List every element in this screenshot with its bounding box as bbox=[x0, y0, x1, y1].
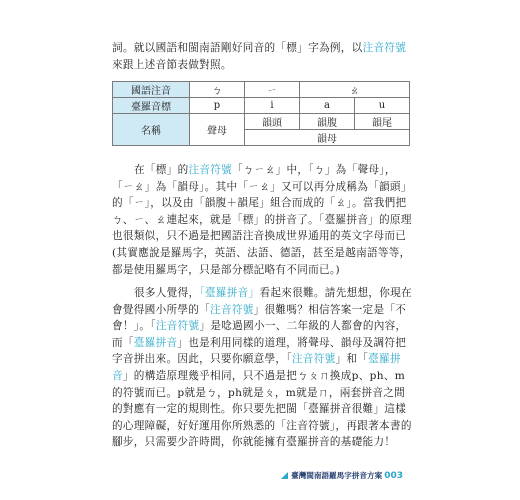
p2-highlight: 注音符號 bbox=[291, 353, 336, 366]
p2-text: 」和「 bbox=[335, 353, 369, 366]
p2-text: 」很難嗎？相信答案一定是「不會！」。「 bbox=[112, 303, 407, 333]
p1-text: 在「標」的 bbox=[134, 164, 189, 176]
pronunciation-table bbox=[112, 81, 410, 146]
p2-text: 」是唸過國小一、二年級的人都會的內容，而「 bbox=[112, 320, 407, 349]
intro-paragraph bbox=[112, 40, 412, 73]
intro-text: 詞。就以國語和閩南語剛好同音的「標」字為例，以 bbox=[112, 42, 363, 54]
p2-highlight: 注音符號 bbox=[155, 320, 200, 333]
cell-i: ㄧ bbox=[245, 82, 300, 98]
row-header-name: 名稱 bbox=[113, 114, 190, 146]
paragraph-1 bbox=[112, 162, 412, 278]
cell-au: ㄠ bbox=[300, 82, 410, 98]
cell-u: u bbox=[355, 98, 410, 114]
cell-nucleus: 韻腹 bbox=[300, 114, 355, 130]
p2-highlight: 「臺羅拼音」 bbox=[199, 287, 260, 299]
table-row bbox=[113, 82, 410, 98]
cell-coda: 韻尾 bbox=[355, 114, 410, 130]
cell-b: ㄅ bbox=[190, 82, 245, 98]
cell-p: p bbox=[190, 98, 245, 114]
triangle-icon bbox=[281, 472, 288, 479]
p2-highlight: 臺羅拼音 bbox=[133, 336, 178, 349]
p2-text: 」也是利用同樣的道理，將聲母、韻母及調符把字音拼出來。因此，只要你願意學，「 bbox=[112, 336, 407, 366]
p2-highlight: 臺羅拼音 bbox=[112, 353, 401, 382]
row-header-tailo: 臺羅音標 bbox=[113, 98, 190, 114]
p2-highlight: 注音符號 bbox=[210, 303, 254, 316]
cell-a: a bbox=[300, 98, 355, 114]
cell-final: 韻母 bbox=[245, 130, 410, 146]
p1-text-rest: 「ㄅㄧㄠ」中，「ㄅ」為「聲母」，「ㄧㄠ」為「韻母」。其中「ㄧㄠ」又可以再分成稱為「韻頭」的「ㄧ」，以及由「韻腹＋韻尾」組合而成的「ㄠ」。當我們把ㄅ、ㄧ、ㄠ連起來，就是「標」的拼音了。「臺羅拼音」的原理也很類似，只不過是把國語注音換成世界通用的英文字母而已(其實應說是羅馬字，英語、法語、德語，甚至是越南語等等，都是使用羅馬字，只是部分標記略有不同而已。) bbox=[112, 164, 412, 276]
footer-title: 臺灣閩南語羅馬字拼音方案 bbox=[291, 471, 383, 480]
table-row bbox=[113, 98, 410, 114]
page-footer bbox=[281, 470, 403, 481]
paragraph-2 bbox=[112, 285, 412, 451]
page-number: 003 bbox=[384, 470, 403, 481]
p2-text: 」的構造原理幾乎相同，只不過是把ㄅㄆㄇ換成p、ph、m的符號而已。p就是ㄅ，ph就是ㄆ，m就是ㄇ，兩套拼音之間的對應有一定的規則性。你只要先把閩「臺羅拼音很難」這樣的心理障礙，好好運用你所熟悉的「注音符號」，再跟著本書的腳步，只需要少許時間，你就能擁有臺羅拼音的基礎能力！ bbox=[112, 369, 412, 449]
row-header-zhuyin: 國語注音 bbox=[113, 82, 190, 98]
p2-text: 很多人覺得， bbox=[134, 287, 200, 299]
p2-text: 看起來很難。請先想想，你現在會覺得國小所學的「 bbox=[112, 287, 412, 316]
intro-highlight: 注音符號 bbox=[362, 42, 407, 54]
p1-highlight: 注音符號 bbox=[188, 164, 233, 176]
table-row bbox=[113, 114, 410, 130]
intro-text-end: 來跟上述音節表做對照。 bbox=[112, 58, 232, 71]
cell-i-latin: i bbox=[245, 98, 300, 114]
cell-initial: 聲母 bbox=[190, 114, 245, 146]
cell-medial: 韻頭 bbox=[245, 114, 300, 130]
